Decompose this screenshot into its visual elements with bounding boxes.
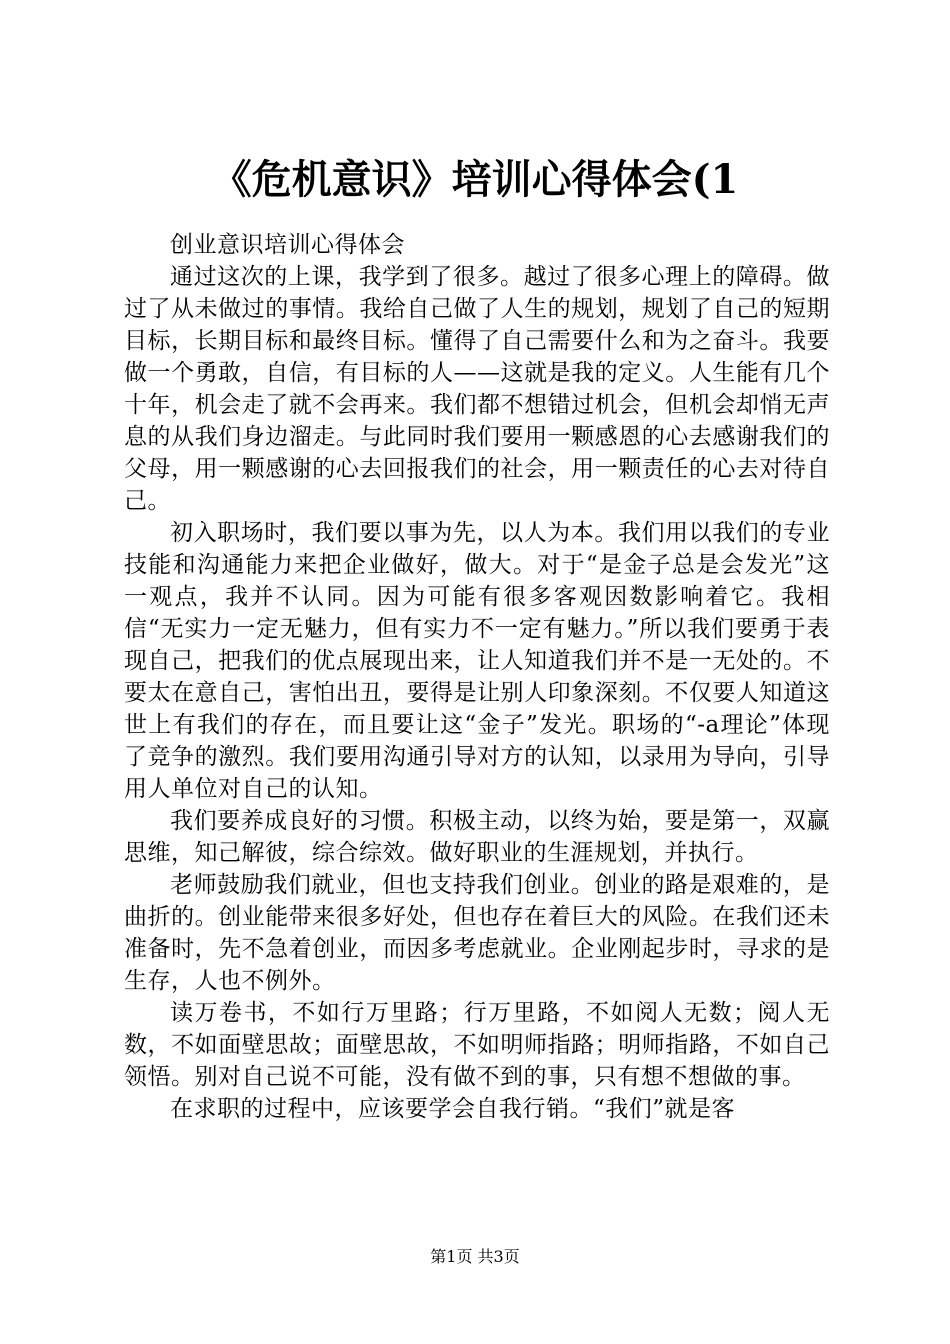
body-paragraph: 初入职场时，我们要以事为先，以人为本。我们用以我们的专业技能和沟通能力来把企业做好，做大。对于“是金子总是会发光”这一观点，我并不认同。因为可能有很多客观因数影响着它。我相信“无实力一定无魅力，但有实力不一定有魅力。”所以我们要勇于表现自己，把我们的优点展现出来，让人知道我们并不是一无处的。不要太在意自己，害怕出丑，要得是让别人印象深刻。不仅要人知道这世上有我们的存在，而且要让这“金子”发光。职场的“-a理论”体现了竞争的激烈。我们要用沟通引导对方的认知，以录用为导向，引导用人单位对自己的认知。 — [124, 520, 830, 802]
body-paragraph: 我们要养成良好的习惯。积极主动，以终为始，要是第一，双赢思维，知己解彼，综合综效。做好职业的生涯规划，并执行。 — [124, 808, 830, 866]
body-paragraph: 通过这次的上课，我学到了很多。越过了很多心理上的障碍。做过了从未做过的事情。我给自己做了人生的规划，规划了自己的短期目标，长期目标和最终目标。懂得了自己需要什么和为之奋斗。我要做一个勇敢，自信，有目标的人——这就是我的定义。人生能有几个十年，机会走了就不会再来。我们都不想错过机会，但机会却悄无声息的从我们身边溜走。与此同时我们要用一颗感恩的心去感谢我们的父母，用一颗感谢的心去回报我们的社会，用一颗责任的心去对待自己。 — [124, 264, 830, 514]
body-paragraph: 读万卷书，不如行万里路；行万里路，不如阅人无数；阅人无数，不如面壁思故；面壁思故，不如明师指路；明师指路，不如自己领悟。别对自己说不可能，没有做不到的事，只有想不想做的事。 — [124, 1000, 830, 1090]
body-paragraph: 老师鼓励我们就业，但也支持我们创业。创业的路是艰难的，是曲折的。创业能带来很多好处，但也存在着巨大的风险。在我们还未准备时，先不急着创业，而因多考虑就业。企业刚起步时，寻求的是生存，人也不例外。 — [124, 872, 830, 994]
page-footer: 第1页 共3页 — [430, 1247, 520, 1266]
body-paragraph: 在求职的过程中，应该要学会自我行销。“我们”就是客 — [170, 1096, 736, 1122]
document-title: 《危机意识》培训心得体会(1 — [211, 156, 739, 203]
subtitle-paragraph: 创业意识培训心得体会 — [170, 232, 405, 258]
document-body — [124, 229, 830, 1125]
